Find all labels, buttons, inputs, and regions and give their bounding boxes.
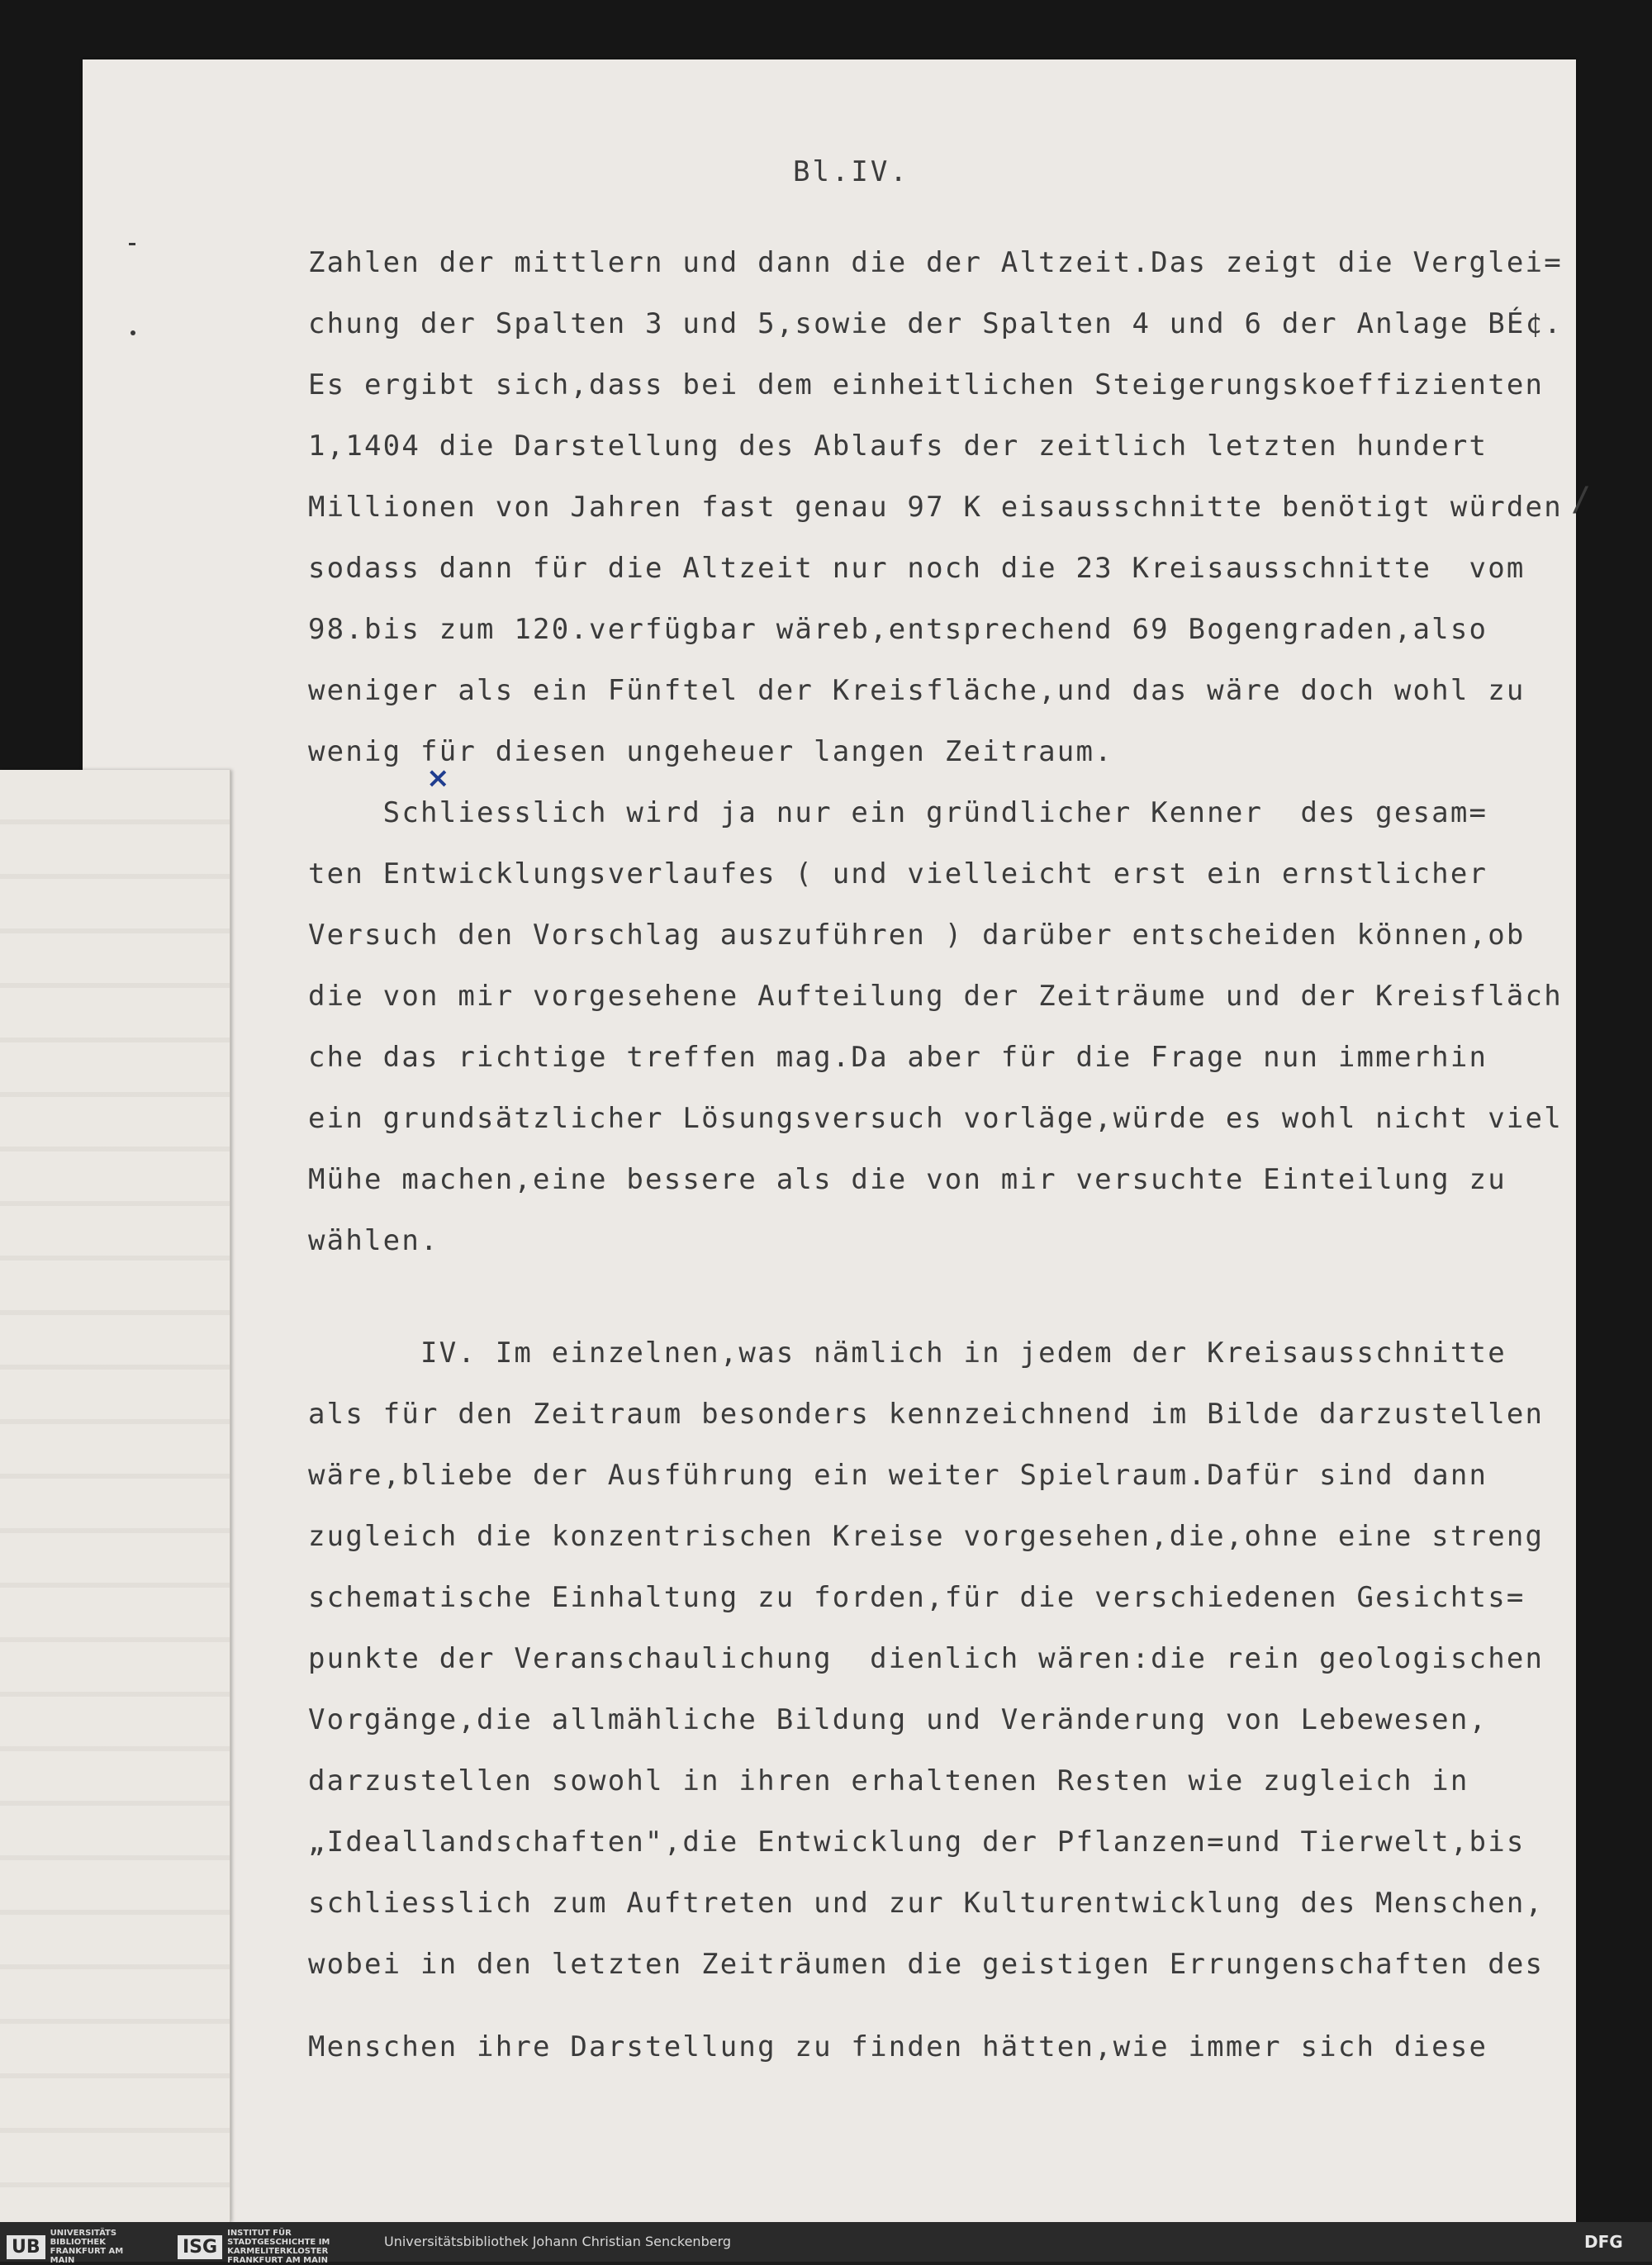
handwritten-insertion-mark: × (426, 762, 450, 795)
margin-dash (129, 243, 135, 245)
text-line: darzustellen sowohl in ihren erhaltenen Resten wie zugleich in (308, 1764, 1469, 1797)
dfg-logo: DFG (1584, 2232, 1623, 2252)
library-name: Universitätsbibliothek Johann Christian Senckenberg (384, 2234, 732, 2249)
text-line: Vorgänge,die allmähliche Bildung und Veränderung von Lebewesen, (308, 1703, 1488, 1736)
text-line: chung der Spalten 3 und 5,sowie der Spalten 4 und 6 der Anlage BÉ¢. (308, 307, 1563, 340)
text-line: che das richtige treffen mag.Da aber für die Frage nun immerhin (308, 1041, 1488, 1074)
isg-logo-mark: ISG (178, 2235, 222, 2259)
text-line: ein grundsätzlicher Lösungsversuch vorläge,würde es wohl nicht viel (308, 1102, 1563, 1135)
text-line: „Ideallandschaften",die Entwicklung der Pflanzen=und Tierwelt,bis (308, 1826, 1526, 1859)
isg-logo-text: INSTITUT FÜR STADTGESCHICHTE IM KARMELITERKLOSTER FRANKFURT AM MAIN (227, 2229, 330, 2265)
text-line: Millionen von Jahren fast genau 97 K eisausschnitte benötigt würden (308, 491, 1563, 524)
text-line: Menschen ihre Darstellung zu finden hätten,wie immer sich diese (308, 2030, 1488, 2063)
text-line: sodass dann für die Altzeit nur noch die 23 Kreisausschnitte vom (308, 552, 1526, 585)
isg-logo (178, 2229, 368, 2265)
text-line: Zahlen der mittlern und dann die der Altzeit.Das zeigt die Verglei= (308, 246, 1563, 279)
text-line: ten Entwicklungsverlaufes ( und vielleicht erst ein ernstlicher (308, 857, 1488, 890)
page-number: Bl.IV. (793, 155, 909, 188)
text-line: wenig für diesen ungeheuer langen Zeitraum. (308, 735, 1113, 768)
underlying-sheet-text-shadow (0, 770, 230, 2222)
text-line: IV. Im einzelnen,was nämlich in jedem der Kreisausschnitte (308, 1337, 1507, 1370)
text-line: Versuch den Vorschlag auszuführen ) darüber entscheiden können,ob (308, 919, 1526, 952)
text-line: 1,1404 die Darstellung des Ablaufs der zeitlich letzten hundert (308, 430, 1488, 463)
text-line: Schliesslich wird ja nur ein gründlicher Kenner des gesam= (308, 796, 1488, 829)
margin-dot (131, 330, 135, 335)
text-line: wählen. (308, 1224, 439, 1257)
handwritten-margin-stroke: / (1571, 481, 1592, 519)
ub-logo-mark: UB (7, 2235, 45, 2259)
text-line: Es ergibt sich,dass bei dem einheitlichen Steigerungskoeffizienten (308, 368, 1545, 401)
text-line: als für den Zeitraum besonders kennzeichnend im Bilde darzustellen (308, 1398, 1545, 1431)
text-line: Mühe machen,eine bessere als die von mir versuchte Einteilung zu (308, 1163, 1507, 1196)
text-line: zugleich die konzentrischen Kreise vorgesehen,die,ohne eine streng (308, 1520, 1545, 1553)
ub-logo (7, 2229, 141, 2265)
text-line: schematische Einhaltung zu forden,für die verschiedenen Gesichts= (308, 1581, 1526, 1614)
text-line: schliesslich zum Auftreten und zur Kulturentwicklung des Menschen, (308, 1887, 1545, 1920)
text-line: wobei in den letzten Zeiträumen die geistigen Errungenschaften des (308, 1948, 1545, 1981)
underlying-sheet (0, 770, 230, 2222)
text-line: 98.bis zum 120.verfügbar wäreb,entsprechend 69 Bogengraden,also (308, 613, 1488, 646)
text-line: die von mir vorgesehene Aufteilung der Zeiträume und der Kreisfläch (308, 980, 1563, 1013)
viewer-footer (0, 2222, 1652, 2265)
text-line: punkte der Veranschaulichung dienlich wären:die rein geologischen (308, 1642, 1545, 1675)
text-line: wäre,bliebe der Ausführung ein weiter Spielraum.Dafür sind dann (308, 1459, 1488, 1492)
text-line: weniger als ein Fünftel der Kreisfläche,und das wäre doch wohl zu (308, 674, 1526, 707)
ub-logo-text: UNIVERSITÄTS BIBLIOTHEK FRANKFURT AM MAIN (50, 2229, 124, 2265)
